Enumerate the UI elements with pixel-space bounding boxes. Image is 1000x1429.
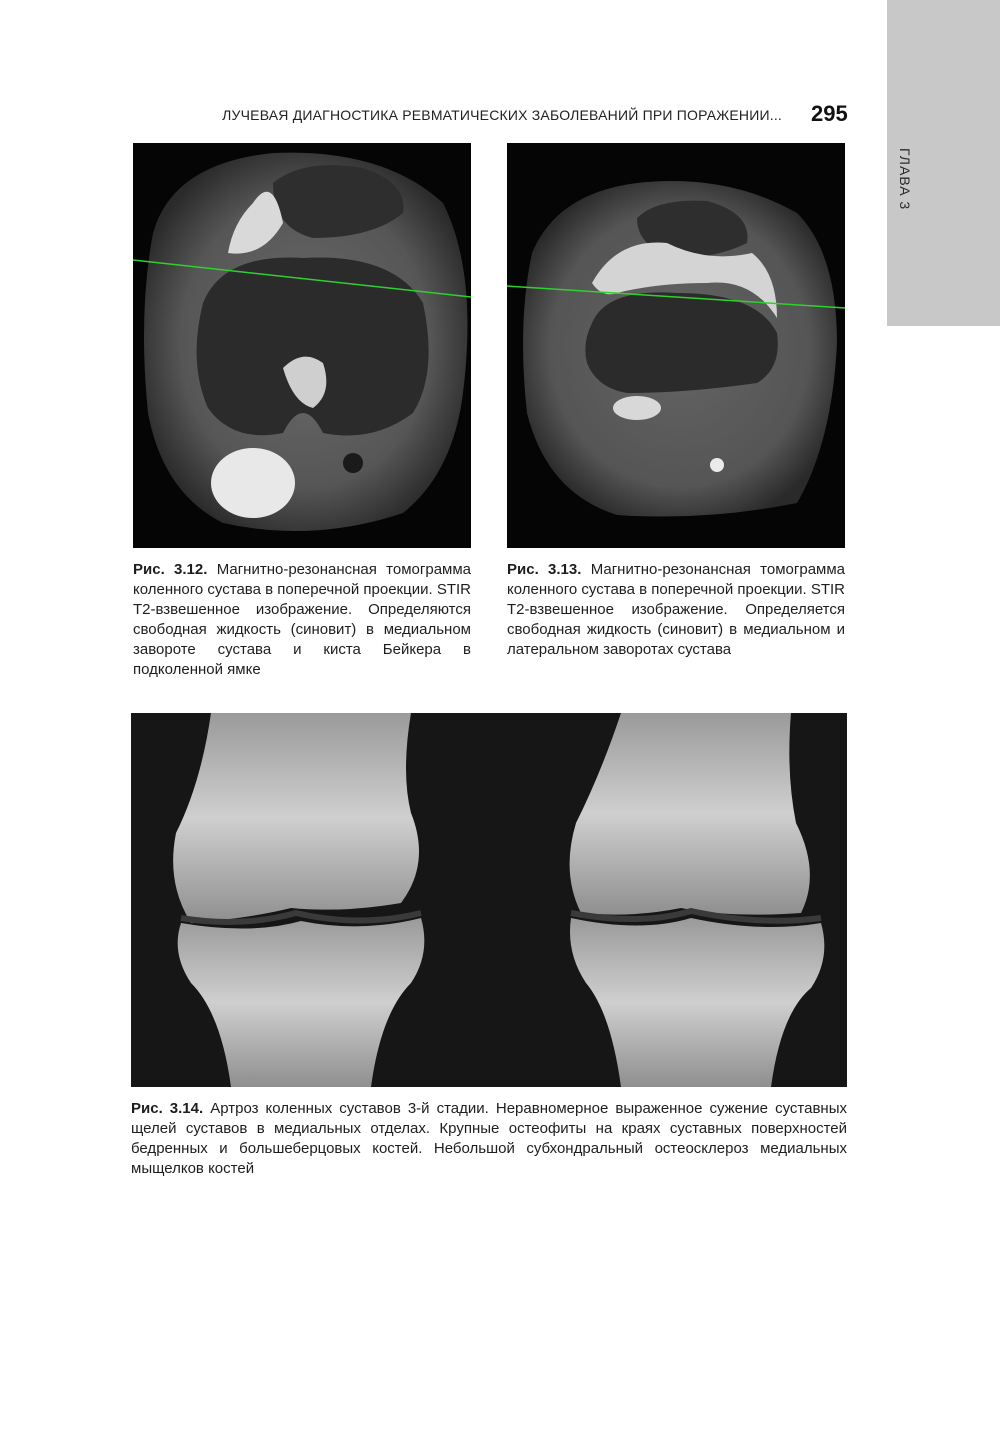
xray-image-fig-3-14 <box>131 713 847 1087</box>
figure-label: Рис. 3.12. <box>133 561 208 578</box>
figure-label: Рис. 3.14. <box>131 1100 204 1117</box>
figure-caption-3-14 <box>131 1099 847 1179</box>
mri-image-fig-3-12 <box>133 143 471 548</box>
xray-knees-ap-scan <box>131 713 847 1087</box>
figure-label: Рис. 3.13. <box>507 561 582 578</box>
running-title: ЛУЧЕВАЯ ДИАГНОСТИКА РЕВМАТИЧЕСКИХ ЗАБОЛЕВАНИЙ ПРИ ПОРАЖЕНИИ... <box>222 107 782 123</box>
figure-caption-3-12 <box>133 560 471 680</box>
figure-caption-text: Артроз коленных суставов 3-й стадии. Неравномерное выраженное сужение суставных щелей суставов в медиальных отделах. Крупные остеофиты на краях суставных поверхностей бедренных и большеберцовых костей. Небольшой субхондральный остеосклероз медиальных мыщелков костей <box>131 1100 847 1177</box>
figure-caption-3-13 <box>507 560 845 660</box>
chapter-label: ГЛАВА 3 <box>897 148 913 211</box>
figure-caption-text: Магнитно-резонансная томограмма коленного сустава в поперечной проекции. STIR T2-взвешенное изображение. Определяются свободная жидкость (синовит) в медиальном завороте сустава и киста Бейкера в подколенной ямке <box>133 561 471 678</box>
mri-knee-axial-scan <box>507 143 845 548</box>
figure-caption-text: Магнитно-резонансная томограмма коленного сустава в поперечной проекции. STIR T2-взвешенное изображение. Определяется свободная жидкость (синовит) в медиальном и латеральном заворотах сустава <box>507 561 845 658</box>
page-number: 295 <box>811 101 848 126</box>
mri-image-fig-3-13 <box>507 143 845 548</box>
mri-knee-axial-scan <box>133 143 471 548</box>
